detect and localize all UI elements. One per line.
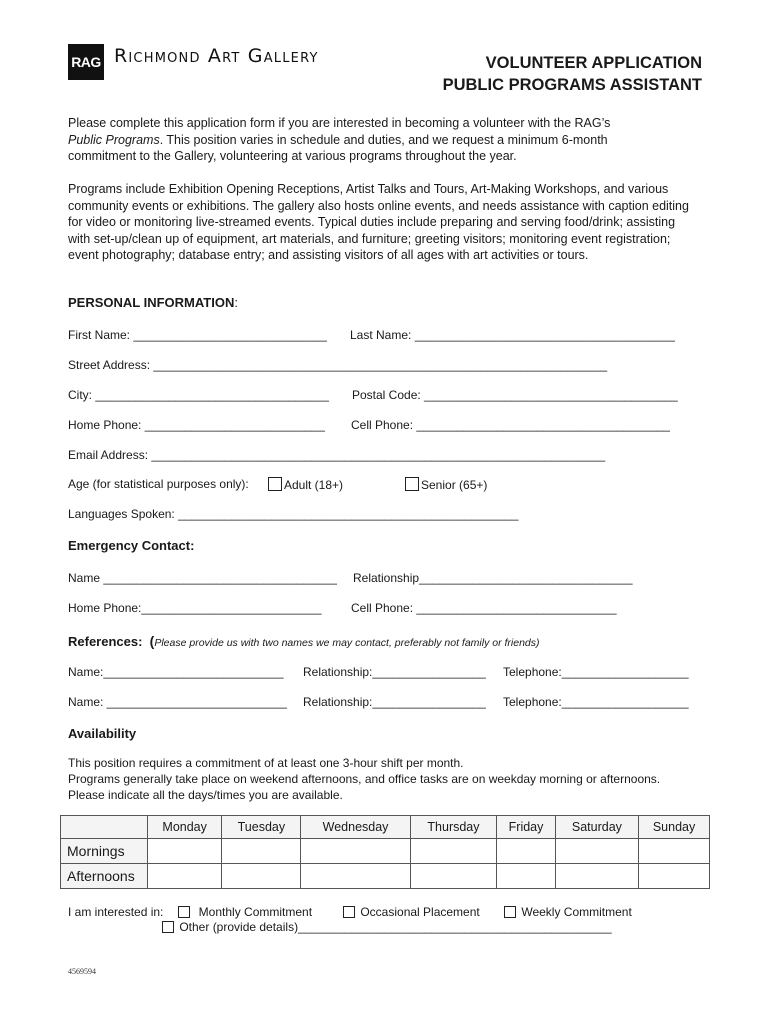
- intro-text-b: . This position varies in schedule and duties, and we request a minimum 6-month: [159, 132, 608, 147]
- occasional-placement-option[interactable]: [343, 905, 480, 919]
- age-label: Age (for statistical purposes only):: [68, 477, 249, 491]
- day-header-wednesday: Wednesday: [301, 816, 410, 839]
- cell-thursday-afternoons[interactable]: [410, 864, 497, 889]
- age-adult-option[interactable]: [268, 477, 343, 492]
- reference-1-relationship-field[interactable]: Relationship:_________________: [303, 665, 486, 679]
- row-label-afternoons: Afternoons: [61, 864, 148, 889]
- emergency-cell-phone-field[interactable]: Cell Phone: ______________________________: [351, 601, 617, 615]
- adult-checkbox[interactable]: [268, 477, 282, 491]
- availability-table: [60, 815, 710, 889]
- emergency-home-phone-field[interactable]: Home Phone:___________________________: [68, 601, 322, 615]
- cell-saturday-afternoons[interactable]: [555, 864, 638, 889]
- day-header-thursday: Thursday: [410, 816, 497, 839]
- references-title: References:: [68, 634, 143, 649]
- availability-header-row: [61, 816, 710, 839]
- row-label-mornings: Mornings: [61, 839, 148, 864]
- adult-label: Adult (18+): [284, 478, 344, 492]
- logo-text: Richmond Art Gallery: [114, 45, 319, 67]
- senior-label: Senior (65+): [421, 478, 488, 492]
- monthly-checkbox[interactable]: [178, 906, 190, 918]
- cell-phone-field[interactable]: Cell Phone: ______________________________________: [351, 418, 670, 432]
- references-note: Please provide us with two names we may contact, preferably not family or friends): [154, 637, 540, 649]
- personal-info-heading: [68, 295, 238, 310]
- availability-line-1: This position requires a commitment of at least one 3-hour shift per month.: [68, 756, 464, 770]
- senior-checkbox[interactable]: [405, 477, 419, 491]
- availability-line-3: Please indicate all the days/times you are available.: [68, 788, 343, 802]
- availability-corner-cell: [61, 816, 148, 839]
- availability-heading: Availability: [68, 726, 137, 741]
- cell-friday-mornings[interactable]: [497, 839, 555, 864]
- availability-line-2: Programs generally take place on weekend afternoons, and office tasks are on weekday morning or afternoons.: [68, 772, 661, 786]
- intro-program-name: Public Programs: [68, 132, 160, 147]
- reference-2-name-field[interactable]: Name: ___________________________: [68, 695, 287, 709]
- postal-code-field[interactable]: Postal Code: ______________________________________: [352, 388, 678, 402]
- cell-friday-afternoons[interactable]: [497, 864, 555, 889]
- other-label: Other (provide details)_______________________________________________: [179, 920, 612, 934]
- day-header-sunday: Sunday: [639, 816, 710, 839]
- cell-sunday-afternoons[interactable]: [639, 864, 710, 889]
- cell-tuesday-afternoons[interactable]: [222, 864, 301, 889]
- intro-text-a: Please complete this application form if you are interested in becoming a volunteer with the RAG’s: [68, 116, 611, 130]
- weekly-checkbox[interactable]: [504, 906, 516, 918]
- cell-sunday-mornings[interactable]: [639, 839, 710, 864]
- weekly-label: Weekly Commitment: [521, 905, 632, 919]
- cell-tuesday-mornings[interactable]: [222, 839, 301, 864]
- other-option[interactable]: [162, 920, 612, 934]
- availability-row-afternoons: [61, 864, 710, 889]
- form-title: VOLUNTEER APPLICATION: [485, 54, 702, 72]
- personal-info-heading-text: PERSONAL INFORMATION: [68, 295, 235, 310]
- day-header-friday: Friday: [497, 816, 555, 839]
- home-phone-field[interactable]: Home Phone: ___________________________: [68, 418, 325, 432]
- occasional-label: Occasional Placement: [360, 905, 480, 919]
- monthly-label: Monthly Commitment: [198, 905, 313, 919]
- day-header-tuesday: Tuesday: [222, 816, 301, 839]
- weekly-commitment-option[interactable]: [504, 905, 632, 919]
- languages-field[interactable]: Languages Spoken: ___________________________________________________: [68, 507, 519, 521]
- references-heading: [68, 633, 540, 649]
- cell-monday-afternoons[interactable]: [148, 864, 222, 889]
- emergency-contact-heading: Emergency Contact:: [68, 538, 195, 553]
- availability-row-mornings: [61, 839, 710, 864]
- day-header-monday: Monday: [148, 816, 222, 839]
- logo-mark: RAG: [68, 44, 104, 80]
- intro-text-c: commitment to the Gallery, volunteering at various programs throughout the year.: [68, 149, 517, 163]
- emergency-relationship-field[interactable]: Relationship________________________________: [353, 571, 633, 585]
- occasional-checkbox[interactable]: [343, 906, 355, 918]
- cell-wednesday-afternoons[interactable]: [301, 864, 410, 889]
- cell-saturday-mornings[interactable]: [555, 839, 638, 864]
- cell-thursday-mornings[interactable]: [410, 839, 497, 864]
- cell-monday-mornings[interactable]: [148, 839, 222, 864]
- cell-wednesday-mornings[interactable]: [301, 839, 410, 864]
- references-paren: (: [149, 633, 155, 649]
- form-code: 4569594: [68, 967, 96, 976]
- other-checkbox[interactable]: [162, 921, 174, 933]
- last-name-field[interactable]: Last Name: _______________________________________: [350, 328, 675, 342]
- email-field[interactable]: Email Address: ____________________________________________________________________: [68, 448, 606, 462]
- monthly-commitment-option[interactable]: [178, 905, 312, 919]
- reference-1-telephone-field[interactable]: Telephone:___________________: [503, 665, 689, 679]
- city-field[interactable]: City: ___________________________________: [68, 388, 329, 402]
- day-header-saturday: Saturday: [555, 816, 638, 839]
- personal-info-heading-colon: :: [234, 295, 238, 310]
- intro-paragraph-1: [68, 115, 698, 165]
- age-senior-option[interactable]: [405, 477, 487, 492]
- interest-label: I am interested in:: [68, 905, 164, 919]
- street-address-field[interactable]: Street Address: ____________________________________________________________________: [68, 358, 608, 372]
- reference-2-telephone-field[interactable]: Telephone:___________________: [503, 695, 689, 709]
- reference-1-name-field[interactable]: Name:___________________________: [68, 665, 284, 679]
- reference-2-relationship-field[interactable]: Relationship:_________________: [303, 695, 486, 709]
- emergency-name-field[interactable]: Name ___________________________________: [68, 571, 337, 585]
- first-name-field[interactable]: First Name: _____________________________: [68, 328, 327, 342]
- form-subtitle: PUBLIC PROGRAMS ASSISTANT: [442, 76, 702, 94]
- intro-paragraph-2: Programs include Exhibition Opening Receptions, Artist Talks and Tours, Art-Making Workshops, and various community events or exhibitions. The gallery also hosts online events, and needs assistance with caption editing for video or monitoring live-streamed events. Typical duties include preparing and serving food/drink; assisting with set-up/clean up of equipment, art materials, and furniture; greeting visitors; monitoring event registration; event photography; database entry; and assisting visitors of all ages with art activities or tours.: [68, 182, 689, 262]
